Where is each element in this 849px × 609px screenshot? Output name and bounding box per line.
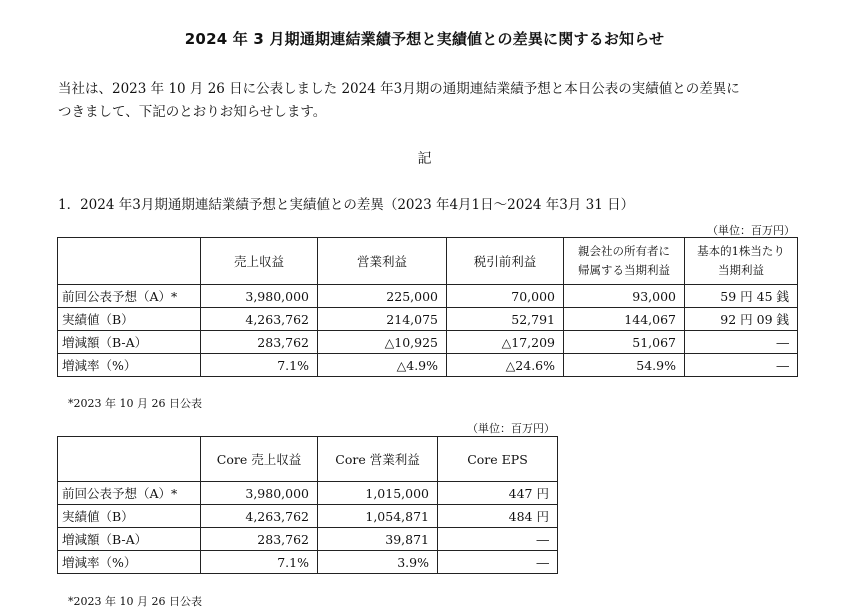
row-label: 実績値（B） — [58, 308, 201, 331]
cell-revenue: 7.1% — [201, 354, 318, 377]
header-operating-profit: 営業利益 — [318, 238, 447, 285]
cell-core-operating-profit: 1,054,871 — [318, 505, 438, 528]
cell-revenue: 3,980,000 — [201, 285, 318, 308]
cell-net-profit: 93,000 — [564, 285, 685, 308]
cell-pretax-profit: △24.6% — [447, 354, 564, 377]
cell-eps: ― — [685, 331, 798, 354]
cell-net-profit: 54.9% — [564, 354, 685, 377]
core-metrics-table — [57, 436, 558, 574]
table-header-row — [58, 238, 798, 285]
row-label: 増減率（%） — [58, 551, 201, 574]
cell-core-operating-profit: 3.9% — [318, 551, 438, 574]
cell-core-operating-profit: 39,871 — [318, 528, 438, 551]
section-heading: 1．2024 年3月期通期連結業績予想と実績値との差異（2023 年4月1日～2024 年3月 31 日） — [58, 197, 635, 213]
ki-heading: 記 — [417, 151, 432, 167]
intro-paragraph — [58, 78, 798, 124]
cell-core-revenue: 3,980,000 — [201, 482, 318, 505]
cell-operating-profit: △10,925 — [318, 331, 447, 354]
cell-eps: 59 円 45 銭 — [685, 285, 798, 308]
cell-pretax-profit: △17,209 — [447, 331, 564, 354]
cell-core-revenue: 4,263,762 — [201, 505, 318, 528]
header-core-eps: Core EPS — [438, 437, 558, 482]
cell-core-revenue: 7.1% — [201, 551, 318, 574]
cell-net-profit: 51,067 — [564, 331, 685, 354]
cell-core-eps: ― — [438, 551, 558, 574]
header-net-profit-line1: 親会社の所有者に — [578, 244, 670, 258]
header-eps — [685, 238, 798, 285]
table-row — [58, 308, 798, 331]
table1-footnote: *2023 年 10 月 26 日公表 — [68, 397, 202, 410]
cell-core-eps: 447 円 — [438, 482, 558, 505]
table2-footnote: *2023 年 10 月 26 日公表 — [68, 595, 202, 608]
cell-core-operating-profit: 1,015,000 — [318, 482, 438, 505]
header-pretax-profit: 税引前利益 — [447, 238, 564, 285]
row-label: 増減額（B-A） — [58, 528, 201, 551]
cell-pretax-profit: 52,791 — [447, 308, 564, 331]
cell-eps: 92 円 09 銭 — [685, 308, 798, 331]
row-label: 増減額（B-A） — [58, 331, 201, 354]
table-row — [58, 482, 558, 505]
cell-operating-profit: 214,075 — [318, 308, 447, 331]
header-revenue: 売上収益 — [201, 238, 318, 285]
cell-pretax-profit: 70,000 — [447, 285, 564, 308]
table-row — [58, 285, 798, 308]
cell-core-revenue: 283,762 — [201, 528, 318, 551]
header-blank-cell — [58, 437, 201, 482]
cell-eps: ― — [685, 354, 798, 377]
intro-line-2: つきまして、下記のとおりお知らせします。 — [58, 104, 327, 120]
cell-operating-profit: △4.9% — [318, 354, 447, 377]
forecast-vs-actual-table — [57, 237, 798, 377]
header-net-profit — [564, 238, 685, 285]
cell-operating-profit: 225,000 — [318, 285, 447, 308]
header-core-operating-profit: Core 営業利益 — [318, 437, 438, 482]
cell-revenue: 283,762 — [201, 331, 318, 354]
header-core-revenue: Core 売上収益 — [201, 437, 318, 482]
cell-revenue: 4,263,762 — [201, 308, 318, 331]
cell-net-profit: 144,067 — [564, 308, 685, 331]
table-row — [58, 551, 558, 574]
cell-core-eps: ― — [438, 528, 558, 551]
row-label: 前回公表予想（A）* — [58, 285, 201, 308]
header-blank-cell — [58, 238, 201, 285]
table1-unit: （単位：百万円） — [707, 224, 795, 237]
table-row — [58, 528, 558, 551]
cell-core-eps: 484 円 — [438, 505, 558, 528]
table-header-row — [58, 437, 558, 482]
header-net-profit-line2: 帰属する当期利益 — [578, 263, 670, 277]
table-row — [58, 354, 798, 377]
table-row — [58, 331, 798, 354]
table2-unit: （単位：百万円） — [467, 422, 555, 435]
row-label: 実績値（B） — [58, 505, 201, 528]
row-label: 前回公表予想（A）* — [58, 482, 201, 505]
row-label: 増減率（%） — [58, 354, 201, 377]
intro-line-1: 当社は、2023 年 10 月 26 日に公表しました 2024 年3月期の通期連結業績予想と本日公表の実績値との差異に — [58, 81, 740, 97]
document-title: 2024 年 3 月期通期連結業績予想と実績値との差異に関するお知らせ — [184, 30, 665, 48]
header-eps-line1: 基本的1株当たり — [697, 244, 785, 258]
table-row — [58, 505, 558, 528]
header-eps-line2: 当期利益 — [718, 263, 764, 277]
